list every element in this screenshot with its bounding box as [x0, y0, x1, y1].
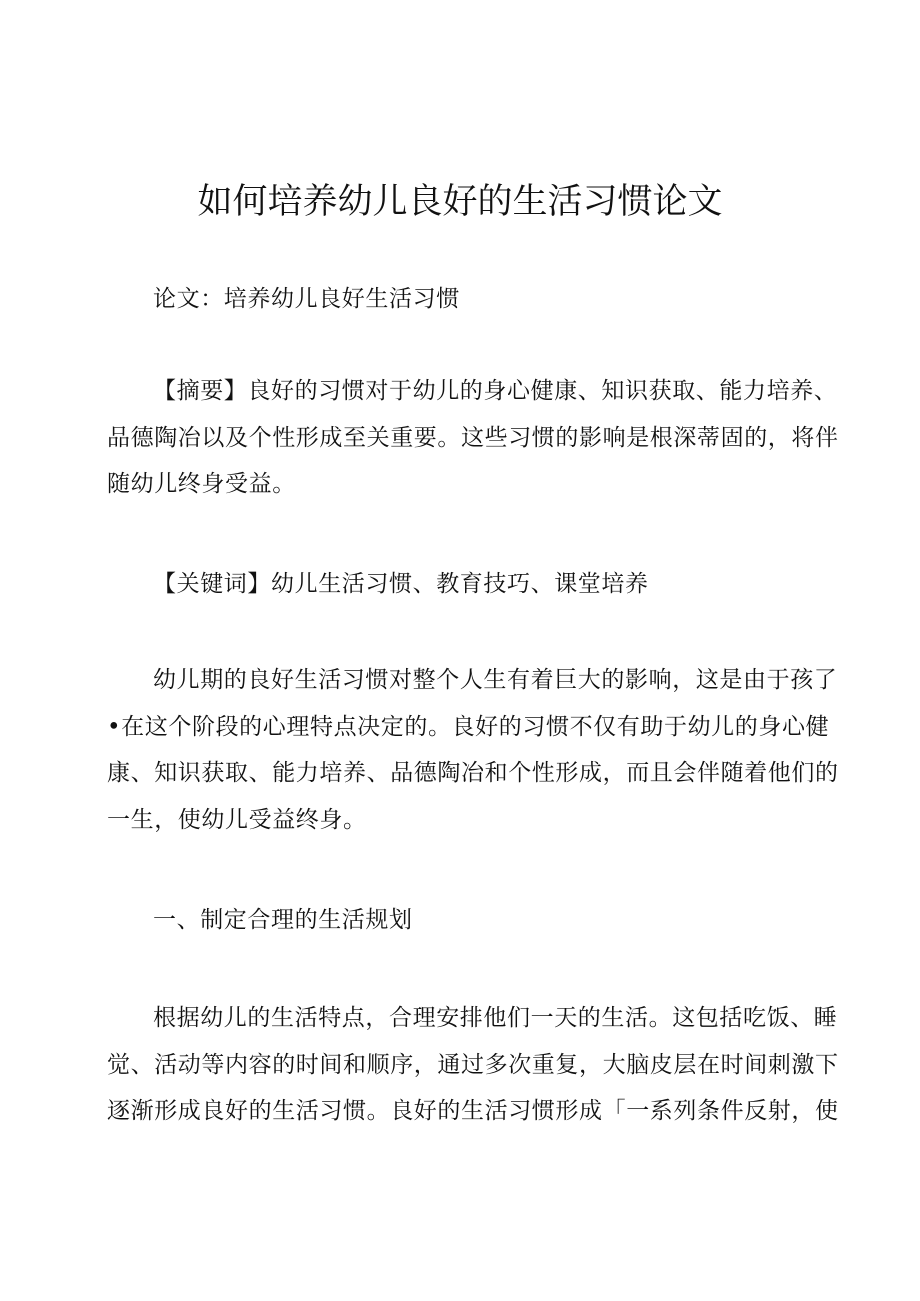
section-1-line-2: 觉、活动等内容的时间和顺序，通过多次重复，大脑皮层在时间刺激下 — [107, 1051, 839, 1078]
section-1-paragraph — [107, 995, 839, 1135]
intro-line-1: 幼儿期的良好生活习惯对整个人生有着巨大的影响，这是由于孩了 — [153, 667, 838, 693]
abstract-text-1: 良好的习惯对于幼儿的身心健康、知识获取、能力培养、 — [247, 378, 838, 404]
section-1-heading-text: 一、制定合理的生活规划 — [153, 907, 413, 933]
intro-line-3: 康、知识获取、能力培养、品德陶冶和个性形成，而且会伴随着他们的 — [107, 760, 839, 786]
keywords-line — [107, 561, 827, 608]
abstract-line-2: 品德陶冶以及个性形成至关重要。这些习惯的影响是根深蒂固的，将伴 — [107, 424, 839, 451]
section-1-line-3: 逐渐形成良好的生活习惯。良好的生活习惯形成「一系列条件反射，使 — [107, 1098, 839, 1124]
abstract-label: 【摘要】 — [153, 378, 248, 404]
abstract-line-3: 随幼儿终身受益。 — [107, 471, 296, 497]
intro-line-2: •在这个阶段的心理特点决定的。良好的习惯不仅有助于幼儿的身心健 — [107, 713, 830, 740]
keywords-text: 幼儿生活习惯、教育技巧、课堂培养 — [271, 571, 649, 597]
keywords-paragraph — [107, 561, 827, 608]
abstract-line-1 — [107, 368, 838, 415]
document-title: 如何培养幼儿良好的生活习惯论文 — [197, 182, 723, 222]
intro-line-4: 一生，使幼儿受益终身。 — [107, 806, 367, 833]
section-1-heading — [107, 897, 827, 944]
intro-paragraph — [107, 657, 839, 843]
keywords-label: 【关键词】 — [153, 571, 271, 597]
section-1-line-1: 根据幼儿的生活特点，合理安排他们一天的生活。这包括吃饭、睡 — [153, 1005, 838, 1031]
document-subtitle — [107, 276, 827, 323]
subtitle-line: 论文：培养幼儿良好生活习惯 — [153, 286, 460, 312]
abstract-paragraph — [107, 368, 839, 508]
